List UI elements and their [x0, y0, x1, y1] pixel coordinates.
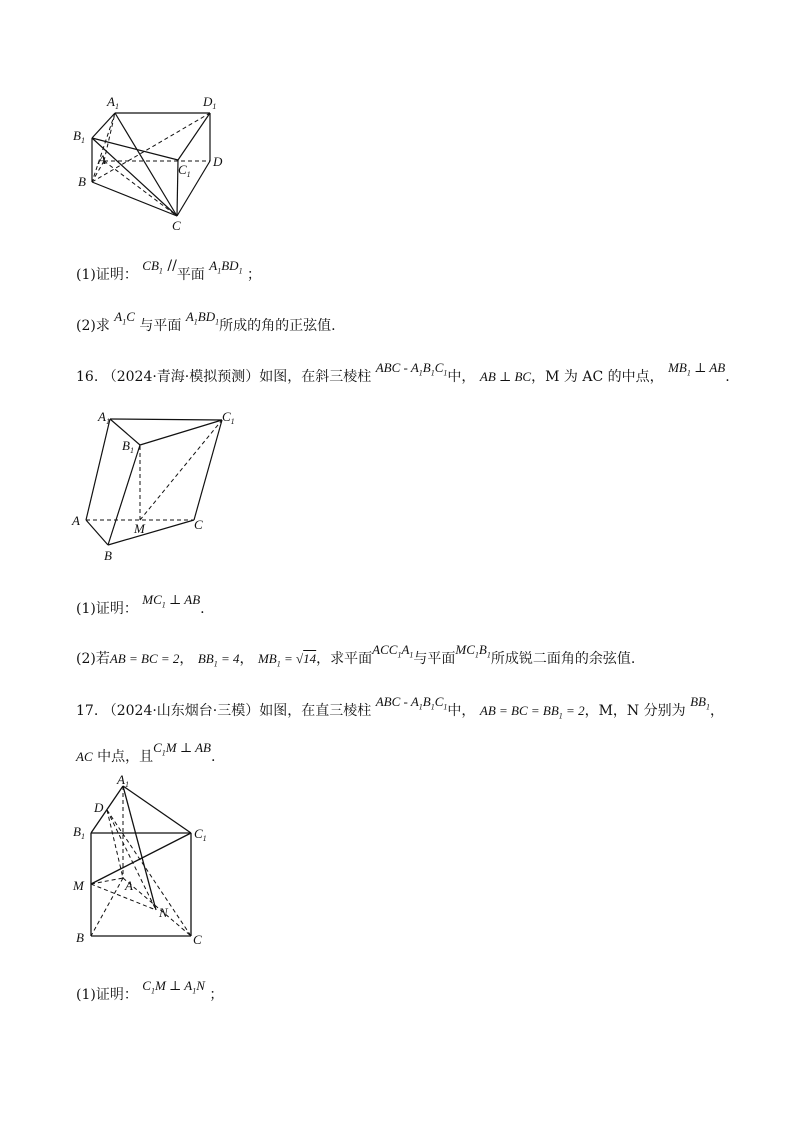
edge-b1-c-diag [92, 138, 177, 216]
label-c1: $C_1$ [222, 409, 235, 426]
edge-a1-c [115, 113, 177, 216]
figure-15-prism [70, 92, 240, 237]
label-c: C [194, 517, 203, 532]
hidden-m-c1 [140, 420, 222, 520]
edge-a1-c1 [110, 419, 222, 420]
hidden-a-c [104, 161, 177, 216]
hidden-a-b [91, 878, 123, 936]
label-b1: $B_1$ [73, 824, 85, 841]
label-n: N [159, 905, 168, 920]
p16-statement: 16. （2024·青海·模拟预测）如图，在斜三棱柱 ABC - $A_1B_1C_1$中， AB ⊥ BC，M 为 AC 的中点， $MB_1$ ⊥ AB. [76, 360, 730, 385]
label-a: A [72, 513, 80, 528]
hidden-a-c [123, 878, 191, 936]
edge-c1-d1 [178, 113, 210, 160]
hidden-d-n [107, 810, 156, 910]
p16-part2: (2)若AB = BC = 2， $BB_1 = 4$， $MB_1 = √14$，求平面$ACC_1A_1$与平面$MC_1B_1$所成锐二面角的余弦值. [76, 642, 636, 669]
label-c: C [193, 932, 202, 947]
hidden-m-n [91, 884, 156, 910]
hidden-a1-b [92, 113, 115, 182]
label-a1: $A_1$ [98, 409, 110, 426]
edge-b-c [108, 520, 194, 545]
edge-b-c [92, 182, 177, 216]
figure-17-right-prism [70, 770, 220, 950]
figure-16-oblique-prism [70, 405, 250, 565]
label-c: C [172, 218, 181, 233]
label-m: M [73, 878, 84, 893]
p16-part1: (1)证明： $MC_1$ ⊥ AB. [76, 592, 205, 617]
label-b: B [76, 930, 84, 945]
label-m: M [134, 521, 145, 536]
p17-statement-line2: AC 中点，且$C_1M$ ⊥ AB. [76, 740, 216, 765]
label-b1: $B_1$ [73, 128, 85, 145]
edge-m-c1 [91, 833, 191, 884]
label-a: A [125, 878, 133, 893]
label-c1: $C_1$ [178, 162, 191, 179]
edge-a-a1 [86, 419, 110, 520]
edge-b1-c1 [140, 420, 222, 445]
p17-part1: (1)证明： $C_1M$ ⊥ $A_1N$ ； [76, 978, 224, 1003]
label-a1: $A_1$ [117, 772, 129, 789]
edge-a-b [86, 520, 108, 545]
edge-b1-a1 [92, 113, 115, 138]
hidden-d-a [107, 810, 123, 878]
edge-c-c1 [194, 420, 222, 520]
p15-part2: (2)求 $A_1C$ 与平面 $A_1BD_1$所成的角的正弦值. [76, 309, 336, 334]
label-a1: $A_1$ [107, 94, 119, 111]
p15-part1: (1)证明： $CB_1$ //平面 $A_1BD_1$ ； [76, 258, 262, 283]
label-b1: $B_1$ [122, 438, 134, 455]
hidden-d-c [107, 810, 191, 936]
p17-statement-line1: 17. （2024·山东烟台·三模）如图，在直三棱柱 ABC - $A_1B_1C_1$中， AB = BC = $BB_1 = 2$，M，N 分别为 $BB_1$， [76, 694, 724, 721]
label-c1: $C_1$ [194, 826, 207, 843]
label-d1: $D_1$ [203, 94, 217, 111]
label-a: A [98, 152, 106, 167]
label-d: D [94, 800, 104, 815]
label-d: D [213, 154, 223, 169]
label-b: B [104, 548, 112, 563]
label-b: B [78, 174, 86, 189]
